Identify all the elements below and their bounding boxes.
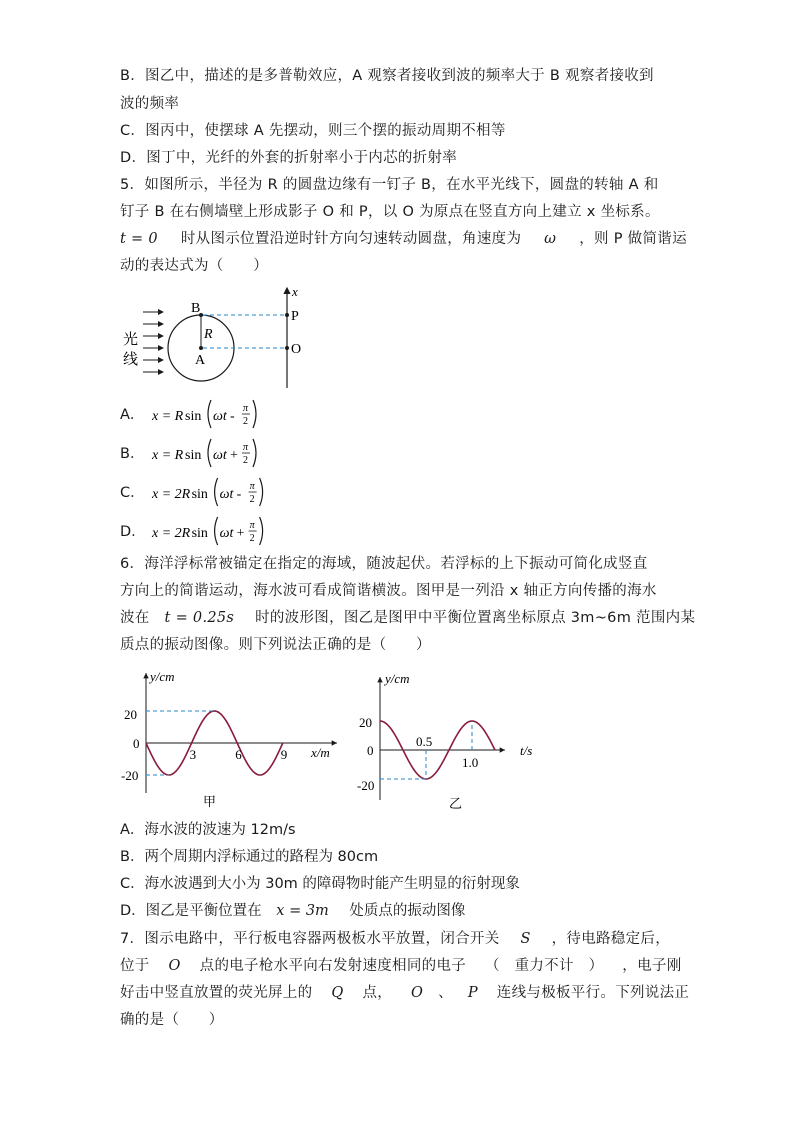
ytick-20: 20 (359, 715, 372, 730)
x-axis-arrowhead (500, 747, 505, 752)
q5-option-label: C． (120, 485, 145, 501)
formula-pi: π (243, 442, 249, 453)
axis-a (199, 346, 203, 350)
formula-lhs: x = R (152, 409, 184, 424)
ytick-0: 0 (367, 743, 374, 758)
ytick-0: 0 (133, 736, 140, 751)
q7-text-2a: 位于 (120, 958, 150, 974)
q7-text-1c: ，待电路稳定后， (551, 931, 671, 947)
formula-paren-left (208, 439, 211, 467)
q7-text-2c: 点的电子枪水平向右发射速度相同的电子 (199, 958, 467, 974)
formula-sign: + (236, 526, 245, 541)
xtick-9: 9 (280, 747, 288, 762)
q6-option-c: C．海水波遇到大小为 30m 的障碍物时能产生明显的衍射现象 (120, 876, 520, 892)
point-p (285, 313, 289, 317)
formula-omega-t: ωt (213, 448, 227, 463)
point-o (285, 346, 289, 350)
q5-figure (115, 282, 315, 390)
light-char-2: 线 (123, 352, 139, 368)
q5-stem-line2: 钉子 B 在右侧墙壁上形成影子 O 和 P，以 O 为原点在竖直方向上建立 x 坐标系。 (120, 204, 660, 220)
q5-stem-line1: 5．如图所示，半径为 R 的圆盘边缘有一钉子 B，在水平光线下，圆盘的转轴 A 和 (120, 177, 659, 193)
label-r: R (204, 327, 213, 342)
q5-option-formula (150, 474, 270, 510)
q7-s: S (520, 931, 531, 947)
q7-stem-line2 (120, 956, 682, 976)
formula-sin: sin (185, 409, 202, 424)
q7-text-3c: 点， (362, 985, 393, 1001)
formula-pi: π (243, 403, 249, 414)
q6-option-d-text-a: D．图乙是平衡位置在 (120, 903, 262, 919)
label-b: B (191, 301, 201, 316)
q6-time: t = 0.25s (164, 610, 235, 626)
q6-stem-line2: 方向上的简谐运动，海水波可看成简谐横波。图甲是一列沿 x 轴正方向传播的海水 (120, 583, 657, 599)
x-axis-label: x/m (311, 745, 330, 760)
q5-stem-line3 (120, 229, 687, 249)
ytick-minus20: -20 (357, 778, 375, 793)
y-axis-arrowhead (377, 677, 382, 682)
q7-o: O (168, 958, 181, 974)
chart-jia (115, 663, 345, 813)
q7-stem-line4: 确的是（ ） (120, 1012, 224, 1028)
q4-option-b-line2: 波的频率 (120, 96, 180, 112)
formula-paren-left (215, 517, 218, 545)
formula-paren-right (260, 478, 263, 506)
q7-text-1a: 7．图示电路中，平行板电容器两极板水平放置，闭合开关 (120, 931, 500, 947)
q7-text-3g: 连线与极板平行。下列说法正 (496, 985, 690, 1001)
q6-stem-text-a: 波在 (120, 610, 150, 626)
q7-text-3e: 、 (438, 985, 453, 1001)
xtick-1.0: 1.0 (462, 755, 479, 770)
q7-text-2d: （ 重力不计 ） (484, 958, 604, 974)
xtick-6: 6 (235, 747, 242, 762)
light-char-1: 光 (123, 332, 139, 348)
q6-option-d-text-c: 处质点的振动图像 (349, 903, 466, 919)
q6-option-d-x: x = 3m (276, 903, 329, 919)
formula-sin: sin (191, 526, 208, 541)
formula-pi: π (249, 520, 255, 531)
q7-text-2e: ，电子刚 (622, 958, 682, 974)
formula-lhs: x = 2R (152, 526, 191, 541)
q5-stem-text: 时从图示位置沿逆时针方向匀速转动圆盘，角速度为 (180, 231, 522, 247)
q5-option-formula (150, 396, 270, 432)
chart-yi (355, 663, 555, 813)
q7-stem-line3 (120, 983, 689, 1003)
chart-caption: 甲 (203, 794, 217, 809)
formula-two: 2 (243, 455, 248, 466)
q7-o2: O (410, 985, 424, 1001)
formula-sign: + (230, 448, 238, 463)
formula-omega-t: ωt (219, 526, 234, 541)
formula-paren-right (260, 517, 263, 545)
formula-paren-left (208, 400, 211, 428)
ytick-20: 20 (124, 707, 137, 722)
q6-stem-text-c: 时的波形图，图乙是图甲中平衡位置离坐标原点 3m~6m 范围内某 (255, 610, 696, 626)
y-axis-arrowhead (143, 673, 148, 678)
q7-p: P (467, 985, 478, 1001)
formula-pi: π (249, 481, 255, 492)
formula-lhs: x = R (152, 448, 184, 463)
formula-sin: sin (191, 487, 208, 502)
formula-paren-left (215, 478, 218, 506)
x-axis-arrowhead (332, 740, 337, 745)
label-a: A (195, 353, 206, 368)
q7-text-3a: 好击中竖直放置的荧光屏上的 (120, 985, 313, 1001)
label-x: x (292, 284, 298, 299)
formula-sign: - (236, 487, 242, 502)
q4-option-c: C．图丙中，使摆球 A 先摆动，则三个摆的振动周期不相等 (120, 123, 506, 139)
formula-two: 2 (249, 533, 255, 544)
q5-stem-text2: ，则 P 做简谐运 (579, 231, 687, 247)
q6-stem-line1: 6．海洋浮标常被锚定在指定的海域，随波起伏。若浮标的上下振动可简化成竖直 (120, 556, 648, 572)
formula-omega-t: ωt (213, 409, 227, 424)
formula-sin: sin (185, 448, 202, 463)
q5-option-label: A． (120, 407, 145, 423)
q7-q: Q (331, 985, 344, 1001)
q6-stem-line3 (120, 608, 695, 628)
q5-option-label: B． (120, 446, 145, 462)
label-o: O (291, 342, 302, 357)
formula-lhs: x = 2R (152, 487, 191, 502)
ytick-minus20: -20 (121, 768, 139, 783)
q6-stem-line4: 质点的振动图像。则下列说法正确的是（ ） (120, 637, 431, 653)
chart-caption: 乙 (449, 796, 463, 811)
q4-option-b-line1: B．图乙中，描述的是多普勒效应，A 观察者接收到波的频率大于 B 观察者接收到 (120, 68, 654, 84)
q5-option-label: D． (120, 524, 146, 540)
formula-paren-right (253, 400, 256, 428)
xtick-3: 3 (189, 747, 197, 762)
q5-stem-line4: 动的表达式为（ ） (120, 258, 268, 274)
xtick-0.5: 0.5 (416, 734, 433, 749)
q5-omega: ω (544, 231, 557, 247)
q4-option-d: D．图丁中，光纤的外套的折射率小于内芯的折射率 (120, 150, 458, 166)
q6-option-b: B．两个周期内浮标通过的路程为 80cm (120, 849, 379, 865)
light-arrows (143, 312, 163, 372)
y-axis-label: y/cm (385, 671, 410, 686)
q5-option-formula (150, 513, 270, 549)
y-axis-label: y/cm (150, 669, 175, 684)
q5-t0: t = 0 (120, 231, 158, 247)
x-axis-label: t/s (520, 743, 533, 758)
q6-option-d (120, 901, 465, 921)
q6-option-a: A．海水波的波速为 12m/s (120, 822, 296, 838)
formula-paren-right (253, 439, 256, 467)
formula-two: 2 (249, 494, 255, 505)
formula-omega-t: ωt (219, 487, 234, 502)
label-p: P (291, 309, 299, 324)
q5-option-formula (150, 435, 270, 471)
q7-stem-line1 (120, 929, 670, 949)
formula-two: 2 (243, 416, 248, 427)
formula-sign: - (230, 409, 235, 424)
